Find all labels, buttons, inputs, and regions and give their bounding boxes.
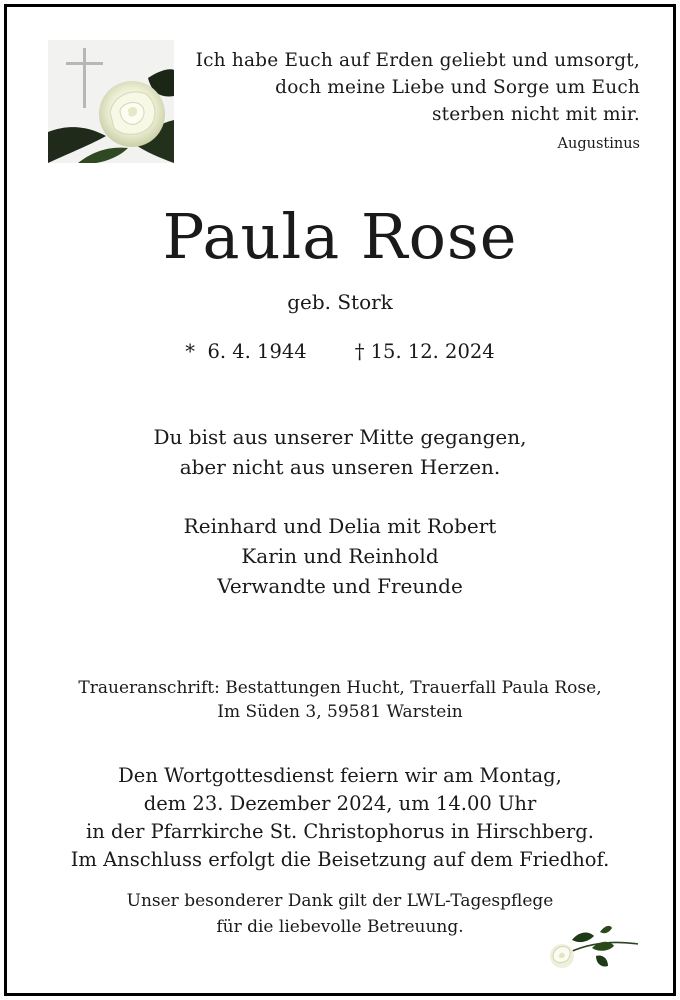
quote-line: Ich habe Euch auf Erden geliebt und umsorgt,	[195, 50, 640, 71]
service-info	[0, 762, 680, 874]
verse-line: aber nicht aus unseren Herzen.	[179, 455, 501, 479]
address-line: Im Süden 3, 59581 Warstein	[217, 702, 463, 722]
mourning-address	[0, 676, 680, 724]
cross-rose-icon	[48, 40, 174, 163]
thanks-line: Unser besonderer Dank gilt der LWL-Tagespflege	[126, 891, 554, 911]
service-line: Im Anschluss erfolgt die Beisetzung auf dem Friedhof.	[70, 848, 610, 871]
life-dates	[0, 340, 680, 363]
deceased-name: Paula Rose	[162, 200, 518, 273]
cross-and-white-rose-image	[48, 40, 174, 163]
mourner-line: Reinhard und Delia mit Robert	[183, 514, 497, 538]
quote	[180, 47, 640, 128]
service-line: in der Pfarrkirche St. Christophorus in Hirschberg.	[86, 820, 594, 843]
mourners	[0, 511, 680, 601]
death-date: † 15. 12. 2024	[354, 340, 495, 363]
service-line: dem 23. Dezember 2024, um 14.00 Uhr	[143, 792, 537, 815]
mourner-line: Karin und Reinhold	[241, 544, 439, 568]
maiden-name: geb. Stork	[287, 290, 393, 314]
thanks-line: für die liebevolle Betreuung.	[216, 917, 464, 937]
rose-icon	[548, 922, 640, 974]
verse-line: Du bist aus unserer Mitte gegangen,	[153, 425, 527, 449]
white-rose-image	[548, 922, 640, 974]
verse	[0, 422, 680, 482]
mourner-line: Verwandte und Freunde	[217, 574, 463, 598]
birth-date: * 6. 4. 1944	[185, 340, 307, 363]
quote-author: Augustinus	[557, 136, 640, 152]
service-line: Den Wortgottesdienst feiern wir am Montag,	[118, 764, 562, 787]
quote-line: sterben nicht mit mir.	[431, 104, 640, 125]
quote-line: doch meine Liebe und Sorge um Euch	[275, 77, 640, 98]
address-line: Traueranschrift: Bestattungen Hucht, Trauerfall Paula Rose,	[78, 678, 602, 698]
